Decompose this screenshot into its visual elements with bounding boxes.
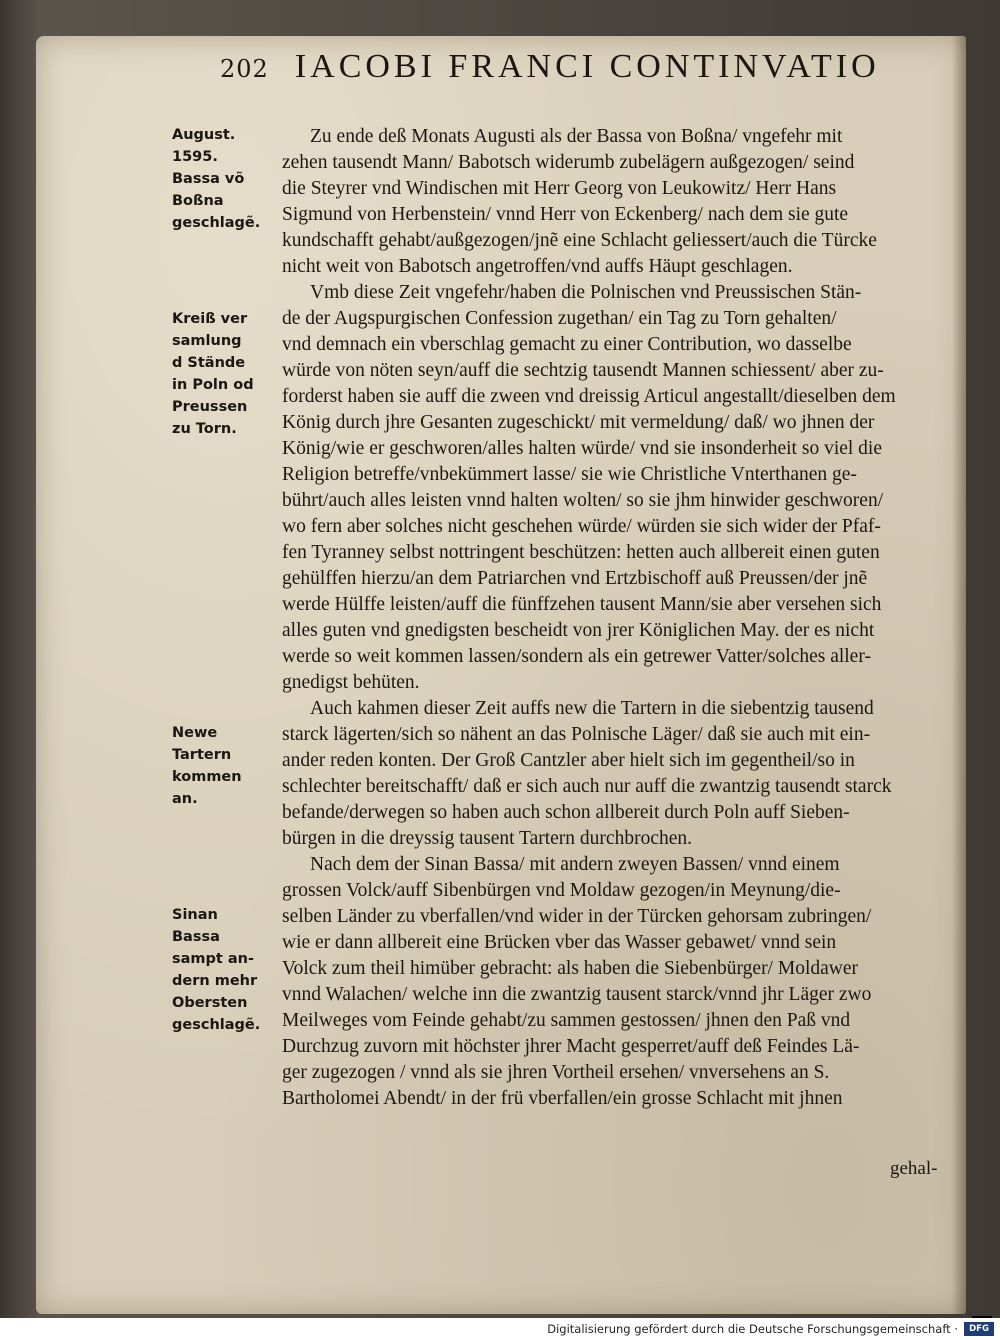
margin-note-line: Bassa (172, 929, 220, 945)
margin-note-sinan (172, 904, 267, 1036)
text-line: fen Tyranney selbst nottringent beschützen: hetten auch allbereit einen guten (282, 542, 880, 563)
margin-note-line: geschlagẽ. (172, 1017, 261, 1033)
text-line: forderst haben sie auff die zween vnd dreissig Articul angestallt/dieselben dem (282, 386, 896, 407)
text-line: de der Augspurgischen Confession zugethan/ ein Tag zu Torn gehalten/ (282, 308, 837, 329)
page-header (220, 48, 880, 98)
margin-note-kreiss (172, 308, 267, 440)
margin-note-august (172, 124, 267, 234)
margin-note-line: an. (172, 791, 198, 807)
text-line: Nach dem der Sinan Bassa/ mit andern zweyen Bassen/ vnnd einem (310, 854, 840, 875)
margin-note-line: Sinan (172, 907, 218, 923)
text-line: nicht weit von Babotsch angetroffen/vnd auffs Häupt geschlagen. (282, 256, 793, 277)
margin-note-line: Preussen (172, 399, 248, 415)
text-line: zehen tausendt Mann/ Babotsch widerumb zubelägern außgezogen/ seind (282, 152, 855, 173)
catchword: gehal- (890, 1158, 938, 1179)
text-line: Sigmund von Herbenstein/ vnnd Herr von Eckenberg/ nach dem sie gute (282, 204, 849, 225)
text-line: ger zugezogen / vnnd als sie jhren Vortheil ersehen/ vnversehens an S. (282, 1062, 830, 1083)
text-line: König durch jhre Gesanten zugeschickt/ mit vermeldung/ daß/ wo jhnen der (282, 412, 875, 433)
paragraph (282, 124, 972, 280)
text-line: Zu ende deß Monats Augusti als der Bassa von Boßna/ vngefehr mit (310, 126, 843, 147)
margin-note-tartern (172, 722, 267, 810)
margin-note-line: Boßna (172, 193, 224, 209)
text-line: starck lägerten/sich so nähent an das Polnische Läger/ daß sie auch mit ein- (282, 724, 871, 745)
paragraph (282, 280, 972, 696)
text-line: König/wie er geschworen/alles halten würde/ vnd sie insonderheit so viel die (282, 438, 883, 459)
footer-bar (0, 1318, 1000, 1340)
text-line: grossen Volck/auff Sibenbürgen vnd Moldaw gezogen/in Meynung/die- (282, 880, 841, 901)
text-line: Volck zum theil himüber gebracht: als haben die Siebenbürger/ Moldawer (282, 958, 858, 979)
text-line: kundschafft gehabt/außgezogen/jnẽ eine Schlacht geliessert/auch die Türcke (282, 230, 877, 251)
margin-note-line: Newe (172, 725, 218, 741)
page-number: 202 (220, 55, 269, 83)
text-line: wo fern aber solches nicht geschehen würde/ würden sie sich wider der Pfaf- (282, 516, 881, 537)
margin-note-line: samlung (172, 333, 242, 349)
text-line: Bartholomei Abendt/ in der frü vberfallen/ein grosse Schlacht mit jhnen (282, 1088, 843, 1109)
margin-note-line: Kreiß ver (172, 311, 248, 327)
text-line: Vmb diese Zeit vngefehr/haben die Polnischen vnd Preussischen Stän- (310, 282, 862, 303)
dfg-logo-icon: DFG (964, 1322, 994, 1336)
text-line: Durchzug zuvorn mit höchster jhrer Macht gesperret/auff deß Feindes Lä- (282, 1036, 860, 1057)
text-line: vnnd Walachen/ welche inn die zwantzig tausent starck/vnnd jhr Läger zwo (282, 984, 872, 1005)
text-line: werde so weit kommen lassen/sondern als ein getrewer Vatter/solches aller- (282, 646, 871, 667)
margin-note-line: in Poln od (172, 377, 254, 393)
text-line: gnedigst behüten. (282, 672, 420, 693)
margin-note-line: kommen (172, 769, 242, 785)
margin-note-line: sampt an- (172, 951, 255, 967)
text-line: befande/derwegen so haben auch schon allbereit durch Poln auff Sieben- (282, 802, 850, 823)
text-line: selben Länder zu vberfallen/vnd wider in der Türcken gehorsam zubringen/ (282, 906, 872, 927)
body-text (282, 124, 972, 1112)
margin-note-line: August. (172, 127, 236, 143)
text-line: Religion betreffe/vnbekümmert lasse/ sie wie Christliche Vnterthanen ge- (282, 464, 857, 485)
margin-note-line: Bassa võ (172, 171, 245, 187)
text-line: Meilweges vom Feinde gehabt/zu sammen gestossen/ jhnen den Paß vnd (282, 1010, 851, 1031)
margin-note-line: Obersten (172, 995, 248, 1011)
paragraph (282, 696, 972, 852)
text-line: werde Hülffe leisten/auff die fünffzehen tausent Mann/sie aber versehen sich (282, 594, 882, 615)
margin-note-line: 1595. (172, 149, 218, 165)
text-line: vnd demnach ein vberschlag gemacht zu einer Contribution, wo dasselbe (282, 334, 852, 355)
margin-note-line: zu Torn. (172, 421, 237, 437)
text-line: Auch kahmen dieser Zeit auffs new die Tartern in die siebentzig tausend (310, 698, 874, 719)
text-line: bührt/auch alles leisten vnnd halten wolten/ so sie jhm hinwider geschworen/ (282, 490, 884, 511)
footer-credit: Digitalisierung gefördert durch die Deutsche Forschungsgemeinschaft · (547, 1322, 958, 1336)
margin-note-line: geschlagẽ. (172, 215, 261, 231)
margin-note-line: Tartern (172, 747, 232, 763)
text-line: würde von nöten seyn/auff die sechtzig tausendt Mannen schiessent/ aber zu- (282, 360, 884, 381)
text-line: alles guten vnd gnedigsten bescheidt von jrer Königlichen May. der es nicht (282, 620, 875, 641)
text-line: ander reden konten. Der Groß Cantzler aber hielt sich im gegentheil/so in (282, 750, 855, 771)
paragraph (282, 852, 972, 1112)
text-line: schlechter bereitschafft/ daß er sich auch nur auff die zwantzig tausendt starck (282, 776, 892, 797)
text-line: wie er dann allbereit eine Brücken vber das Wasser gebawet/ vnnd sein (282, 932, 837, 953)
margin-note-line: d Stände (172, 355, 246, 371)
text-line: gehülffen hierzu/an dem Patriarchen vnd Ertzbischoff auß Preussen/der jnẽ (282, 568, 868, 589)
text-line: bürgen in die dreyssig tausent Tartern durchbrochen. (282, 828, 693, 849)
margin-note-line: dern mehr (172, 973, 258, 989)
text-line: die Steyrer vnd Windischen mit Herr Georg von Leukowitz/ Herr Hans (282, 178, 837, 199)
running-title: IACOBI FRANCI CONTINVATIO (294, 48, 880, 85)
